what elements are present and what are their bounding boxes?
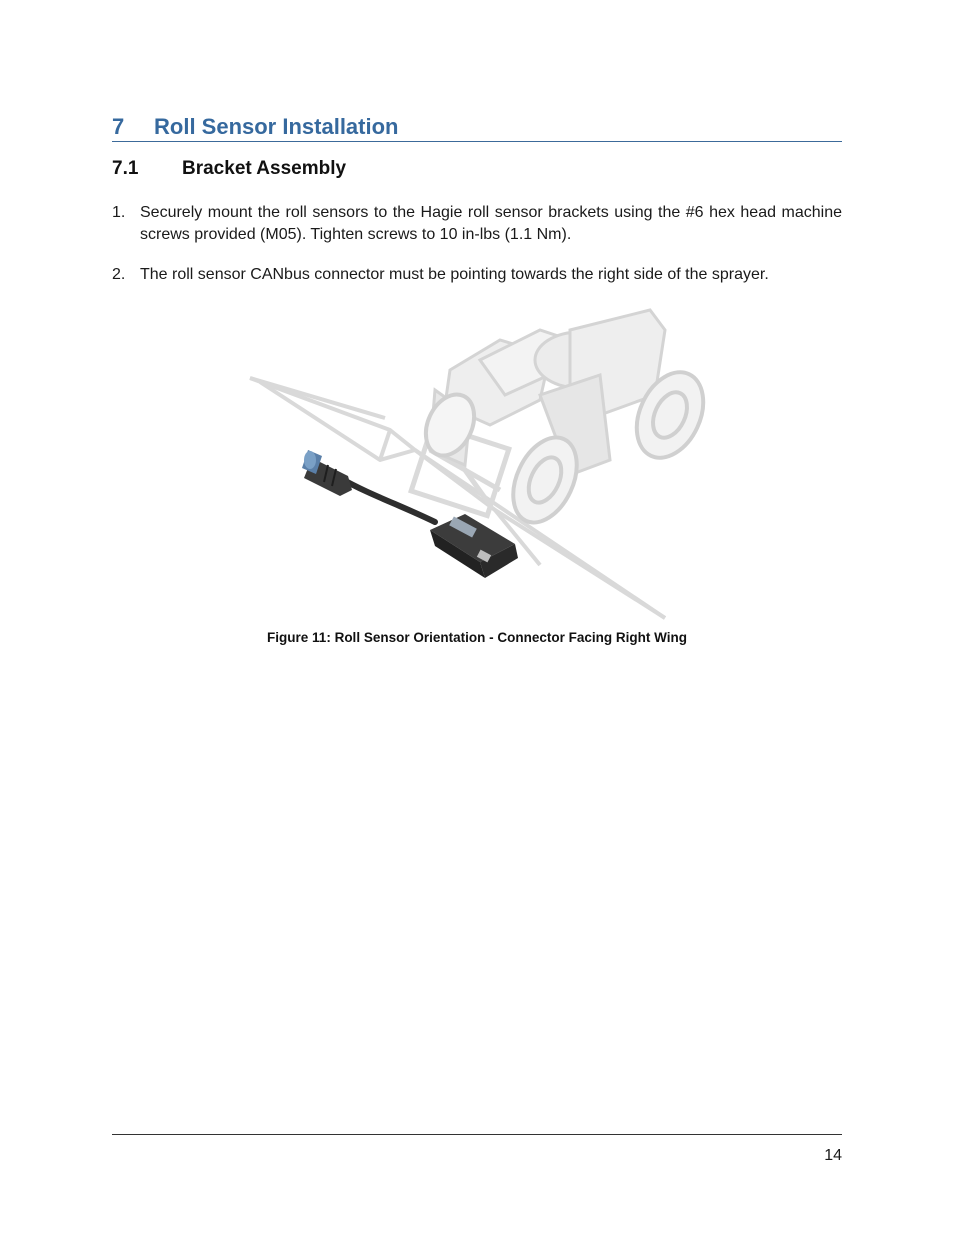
list-item-text: The roll sensor CANbus connector must be pointing towards the right side of the sprayer. [140,266,769,283]
footer-divider [112,1134,842,1135]
section-number: 7 [112,114,125,139]
section-heading [112,112,842,142]
section-title: Roll Sensor Installation [154,114,399,139]
list-item [112,202,842,246]
subsection-number: 7.1 [112,158,139,179]
roll-sensor-orientation-illustration [240,300,715,625]
page-number: 14 [824,1147,842,1164]
list-item [112,264,842,286]
list-item-text: Securely mount the roll sensors to the Hagie roll sensor brackets using the #6 hex head machine screws provided (M05). Tighten screws to 10 in-lbs (1.1 Nm). [140,204,842,243]
list-marker: 2. [112,266,126,283]
canbus-connector [302,450,352,496]
subsection-title: Bracket Assembly [182,158,347,179]
list-marker: 1. [112,204,126,221]
figure-caption: Figure 11: Roll Sensor Orientation - Connector Facing Right Wing [267,630,687,645]
subsection-heading [112,156,842,182]
